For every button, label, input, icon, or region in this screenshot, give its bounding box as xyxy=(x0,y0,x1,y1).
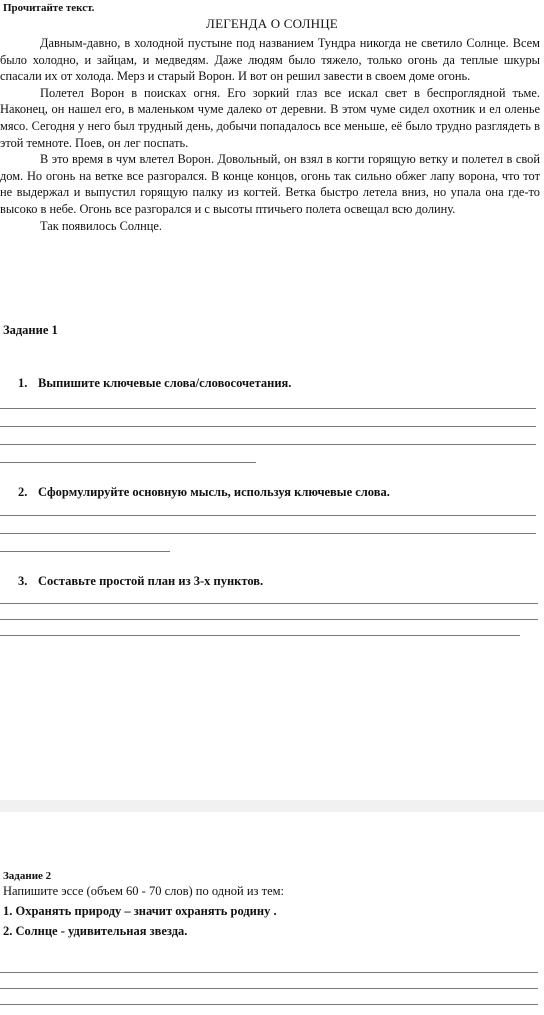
answer-line[interactable] xyxy=(0,515,536,516)
task1-heading: Задание 1 xyxy=(3,323,58,337)
question-text: Сформулируйте основную мысль, используя ключевые слова. xyxy=(38,485,390,499)
answer-line[interactable] xyxy=(0,426,536,427)
answer-line[interactable] xyxy=(0,603,538,604)
story-title: ЛЕГЕНДА О СОЛНЦЕ xyxy=(206,16,338,31)
task2-intro: Напишите эссе (объем 60 - 70 слов) по одной из тем: xyxy=(3,884,285,898)
question-number: 2. xyxy=(18,485,28,499)
question-number: 3. xyxy=(18,574,28,588)
answer-line[interactable] xyxy=(0,551,170,552)
answer-line[interactable] xyxy=(0,635,520,636)
essay-line[interactable] xyxy=(0,1004,538,1005)
story-paragraph: Полетел Ворон в поисках огня. Его зоркий глаз все искал свет в беспроглядной тьме. Наконец, он нашел его, в маленьком чуме далеко от деревни. В этом чуме сидел охотник и ел оленье мясо. Сегодня у него был трудный день, добычи попадалось все меньше, её было трудно разглядеть в этой темноте. Поев, он лег поспать. xyxy=(0,85,540,150)
story-paragraph: Так появилось Солнце. xyxy=(40,218,162,233)
answer-line[interactable] xyxy=(0,462,256,463)
answer-line[interactable] xyxy=(0,408,536,409)
answer-line[interactable] xyxy=(0,533,536,534)
essay-line[interactable] xyxy=(0,972,538,973)
question-1 xyxy=(18,376,291,391)
instruction-text: Прочитайте текст. xyxy=(3,2,95,14)
question-2 xyxy=(18,485,390,500)
essay-line[interactable] xyxy=(0,988,538,989)
essay-topic-2: 2. Солнце - удивительная звезда. xyxy=(3,924,188,938)
question-3 xyxy=(18,574,263,589)
page-gap xyxy=(0,800,544,812)
story-paragraph: В это время в чум влетел Ворон. Довольный, он взял в когти горящую ветку и полетел в свой дом. Но огонь на ветке все разгорался. В конце концов, огонь так сильно обжег лапу ворона, что тот не выдержал и выпустил горящую палку из когтей. Ветка быстро летела вниз, но упала она где-то высоко в небе. Огонь все разгорался и с высоты птичьего полета освещал всю долину. xyxy=(0,152,540,216)
story-paragraph: Давным-давно, в холодной пустыне под названием Тундра никогда не светило Солнце. Всем было холодно, и зайцам, и медведям. Даже людям было тяжело, только огонь да теплые шкуры спасали их от холода. Мерз и старый Ворон. И вот он решил завести в своем доме огонь. xyxy=(0,36,540,84)
task2-heading: Задание 2 xyxy=(3,870,52,882)
story-text xyxy=(0,35,540,234)
question-text: Выпишите ключевые слова/словосочетания. xyxy=(38,376,292,390)
question-text: Составьте простой план из 3-х пунктов. xyxy=(38,574,264,588)
worksheet-page-2 xyxy=(0,812,544,1015)
essay-topic-1: 1. Охранять природу – значит охранять родину . xyxy=(3,904,277,918)
question-number: 1. xyxy=(18,376,28,390)
answer-line[interactable] xyxy=(0,619,538,620)
answer-line[interactable] xyxy=(0,444,536,445)
